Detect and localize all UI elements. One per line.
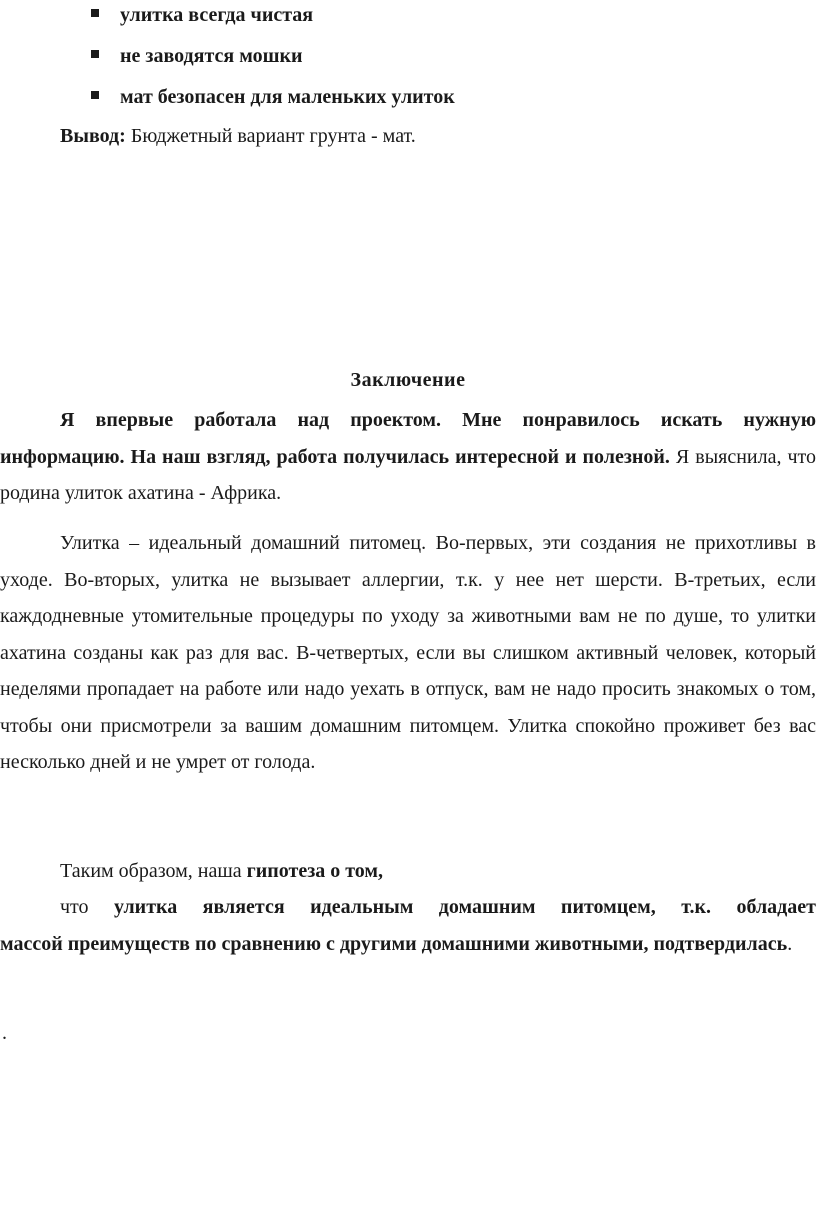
paragraph-hypothesis-rest <box>0 926 816 963</box>
conclusion-label: Вывод: <box>60 125 126 147</box>
square-bullet-icon <box>91 50 99 58</box>
list-item-text: мат безопасен для маленьких улиток <box>120 86 455 108</box>
conclusion-line <box>60 121 416 151</box>
list-item <box>90 82 455 123</box>
hypothesis-lead-bold: гипотеза о том, <box>246 860 384 882</box>
paragraph-hypothesis-lead <box>0 853 816 890</box>
advantages-list <box>90 0 455 123</box>
square-bullet-icon <box>91 91 99 99</box>
hypothesis-lead-normal: Таким образом, наша <box>60 860 247 882</box>
hypothesis-bold-rest: массой преимуществ по сравнению с другими домашними животными, подтвердилась <box>0 933 788 955</box>
paragraph-hypothesis-line1 <box>0 889 816 926</box>
hypothesis-start: что <box>60 896 114 918</box>
list-item <box>90 41 455 82</box>
conclusion-text: Бюджетный вариант грунта - мат. <box>125 125 416 147</box>
paragraph-intro-normal: Я выяснила, что родина улиток ахатина - Африка. <box>0 445 816 504</box>
hypothesis-bold-line1: улитка является идеальным домашним питомцем, т.к. обладает <box>113 896 816 918</box>
square-bullet-icon <box>91 9 99 17</box>
section-heading: Заключение <box>350 369 466 391</box>
paragraph-pet-benefits: Улитка – идеальный домашний питомец. Во-первых, эти создания не прихотливы в уходе. Во-вторых, улитка не вызывает аллергии, т.к. у нее нет шерсти. В-третьих, если каждодневные утомительные процедуры по уходу за животными вам не по душе, то улитки ахатина созданы как раз для вас. В-четвертых, если вы слишком активный человек, который неделями пропадает на работе или надо уехать в отпуск, вам не надо просить знакомых о том, чтобы они присмотрели за вашим домашним питомцем. Улитка спокойно проживет без вас несколько дней и не умрет от голода. <box>0 532 816 773</box>
list-item-text: улитка всегда чистая <box>120 4 314 26</box>
list-item <box>90 0 455 41</box>
paragraph-intro <box>0 402 816 512</box>
hypothesis-end: . <box>787 933 793 955</box>
list-item-text: не заводятся мошки <box>120 45 303 67</box>
paragraph-intro-bold: Я впервые работала над проектом. Мне понравилось искать нужную информацию. На наш взгляд, работа получилась интересной и полезной. <box>0 409 816 468</box>
trailing-dot: . <box>2 1022 7 1044</box>
